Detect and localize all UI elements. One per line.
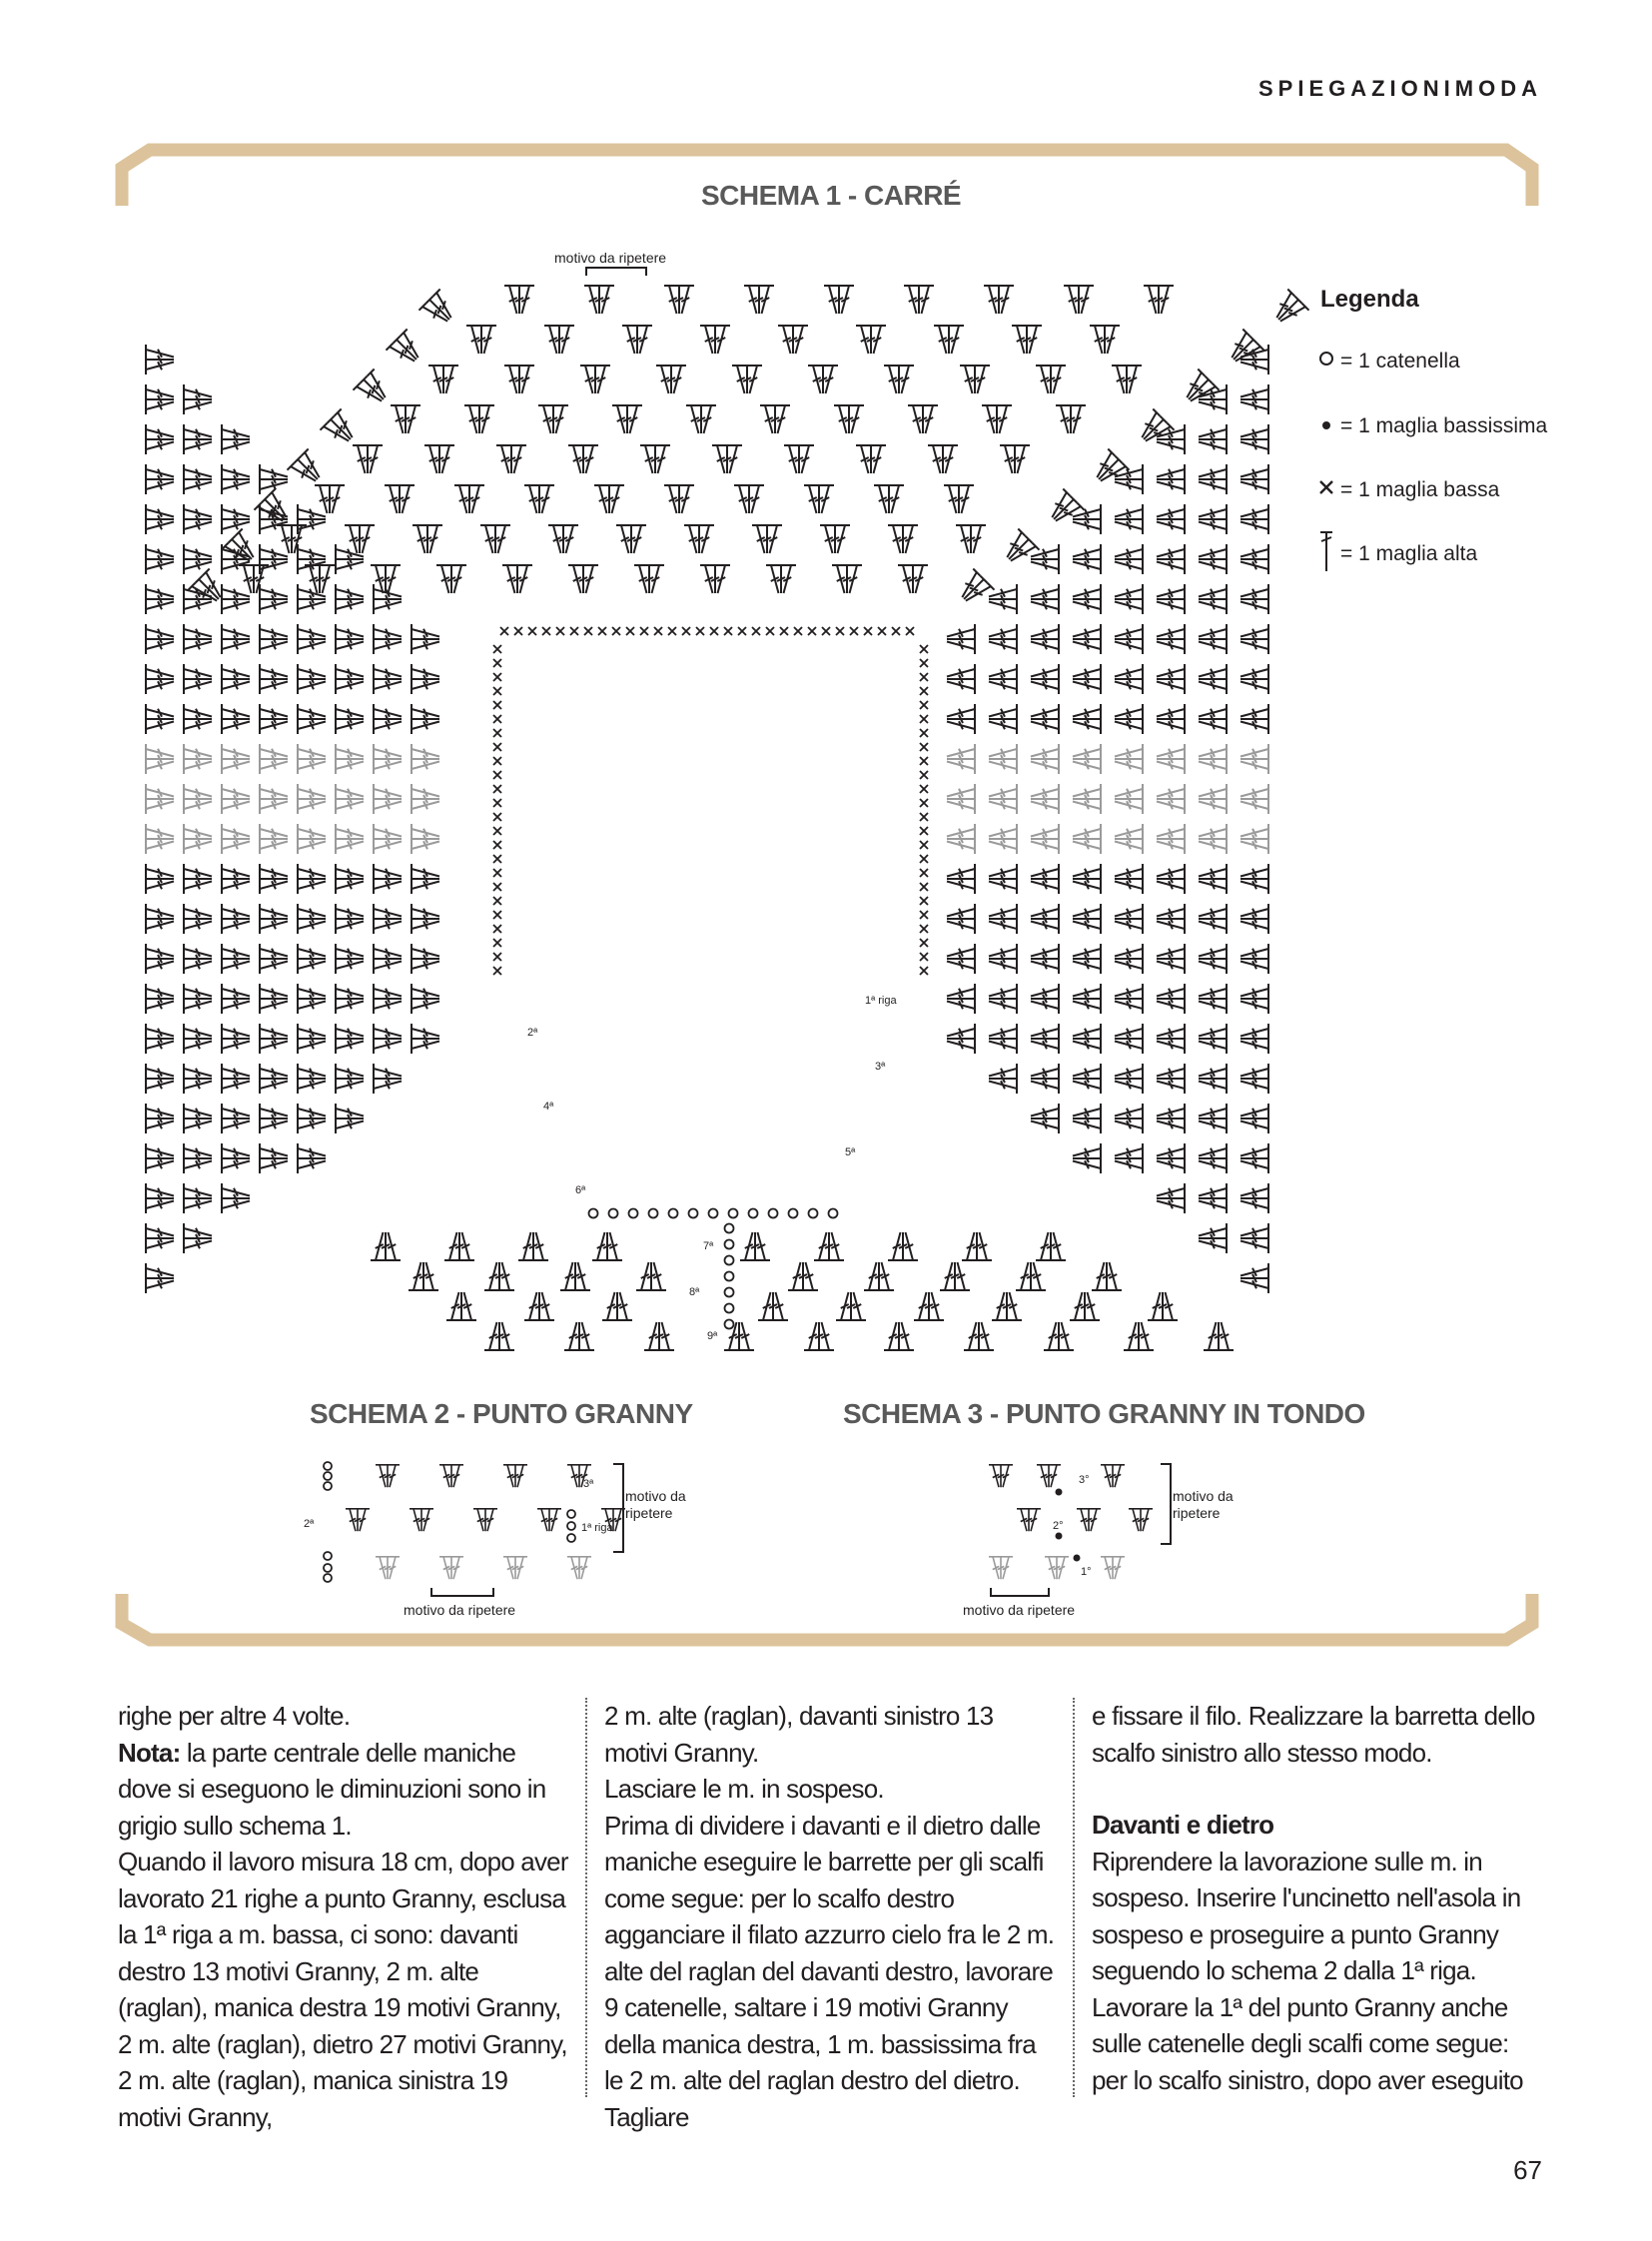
text-column-1	[118, 1698, 569, 2135]
slip-stitch-mark	[1056, 1489, 1063, 1496]
legend-title: Legenda	[1320, 286, 1419, 313]
row-label-4: 4ª	[543, 1101, 554, 1113]
col1-note	[118, 1735, 569, 1845]
row1-label: 1ª riga	[865, 995, 897, 1007]
schema3-row2: 2°	[1053, 1520, 1064, 1532]
column-separator	[1073, 1698, 1075, 2097]
schema3-row3: 3°	[1079, 1474, 1090, 1486]
double-crochet-cluster	[1017, 1509, 1041, 1531]
slip-stitch-mark	[1074, 1555, 1081, 1562]
col3-paragraph-1: e fissare il filo. Realizzare la barretta dello scalfo sinistro allo stesso modo.	[1092, 1701, 1535, 1768]
schema2-repeat-side: motivo da ripetere	[625, 1488, 686, 1521]
schema2-row2: 2ª	[304, 1518, 315, 1530]
schema1-title: SCHEMA 1 - CARRÉ	[701, 180, 962, 211]
text-column-2	[604, 1698, 1056, 2135]
row-label-5: 5ª	[845, 1146, 856, 1158]
note-text: la parte centrale delle maniche dove si eseguono le diminuzioni sono in grigio sullo schema 1.	[118, 1737, 546, 1841]
schema2-row1: 1ª riga	[581, 1522, 613, 1534]
section-heading: Davanti e dietro	[1092, 1810, 1274, 1840]
row-label-8: 8ª	[689, 1286, 700, 1298]
col3-paragraph-3: Lavorare la 1ª del punto Granny anche sulle catenelle degli scalfi come segue: per lo scalfo sinistro, dopo aver eseguito	[1092, 1991, 1523, 2095]
column-separator	[585, 1698, 587, 2097]
text-column-3	[1092, 1698, 1543, 2098]
schema3-title: SCHEMA 3 - PUNTO GRANNY IN TONDO	[843, 1398, 1365, 1429]
col2-paragraph-2: Lasciare le m. in sospeso.	[604, 1774, 884, 1804]
double-crochet-cluster	[1101, 1465, 1125, 1487]
schema2-title: SCHEMA 2 - PUNTO GRANNY	[310, 1398, 693, 1429]
row-label-9: 9ª	[707, 1330, 718, 1342]
note-label: Nota:	[118, 1737, 181, 1768]
row-label-7: 7ª	[703, 1240, 714, 1252]
double-crochet-cluster	[1129, 1509, 1153, 1531]
double-crochet-cluster	[1045, 1557, 1069, 1579]
schema3-repeat-side: motivo da ripetere	[1173, 1488, 1234, 1521]
col2-paragraph-1: 2 m. alte (raglan), davanti sinistro 13 motivi Granny.	[604, 1701, 994, 1768]
legend-chain-text: = 1 catenella	[1340, 350, 1460, 373]
row-label-2: 2ª	[527, 1027, 538, 1039]
col2-paragraph-3: Prima di dividere i davanti e il dietro dalle maniche eseguire le barrette per gli scalfi come segue: per lo scalfo destro agganciare il filato azzurro cielo fra le 2 m. alte del raglan del davanti destro, lavorare 9 catenelle, saltare i 19 motivi Granny della manica destra, 1 m. bassissima fra le 2 m. alte del raglan destro del dietro. Tagliare	[604, 1810, 1055, 2132]
col1-paragraph-1: righe per altre 4 volte.	[118, 1701, 351, 1731]
schema2-repeat-bottom: motivo da ripetere	[404, 1602, 516, 1618]
slip-stitch-mark	[1056, 1533, 1063, 1540]
double-crochet-cluster	[989, 1557, 1013, 1579]
schema3-row1: 1°	[1081, 1566, 1092, 1578]
page-number: 67	[1513, 2155, 1542, 2185]
row-label-3: 3ª	[875, 1061, 886, 1073]
legend-double-crochet-text: = 1 maglia alta	[1340, 542, 1478, 565]
col1-paragraph-2: Quando il lavoro misura 18 cm, dopo aver lavorato 21 righe a punto Granny, esclusa la 1ª riga a m. bassa, ci sono: davanti destro 13 motivi Granny, 2 m. alte (raglan), manica destra 19 motivi Granny, 2 m. alte (raglan), dietro 27 motivi Granny, 2 m. alte (raglan), manica sinistra 19 motivi Granny,	[118, 1847, 568, 2132]
col3-paragraph-2: Riprendere la lavorazione sulle m. in sospeso. Inserire l'uncinetto nell'asola in sospeso e proseguire a punto Granny seguendo lo schema 2 dalla 1ª riga.	[1092, 1846, 1521, 1985]
schema2-row3: 3ª	[583, 1478, 594, 1490]
double-crochet-cluster	[1077, 1509, 1101, 1531]
legend-single-crochet-text: = 1 maglia bassa	[1340, 478, 1500, 501]
double-crochet-cluster	[989, 1465, 1013, 1487]
legend-slip-stitch-text: = 1 maglia bassissima	[1340, 414, 1548, 437]
schema3-repeat-bottom: motivo da ripetere	[963, 1602, 1076, 1618]
double-crochet-cluster	[1101, 1557, 1125, 1579]
section-header: SPIEGAZIONIMODA	[1257, 76, 1542, 101]
schema1-repeat-label: motivo da ripetere	[554, 250, 667, 266]
row-label-6: 6ª	[575, 1184, 586, 1196]
double-crochet-cluster	[1037, 1465, 1061, 1487]
